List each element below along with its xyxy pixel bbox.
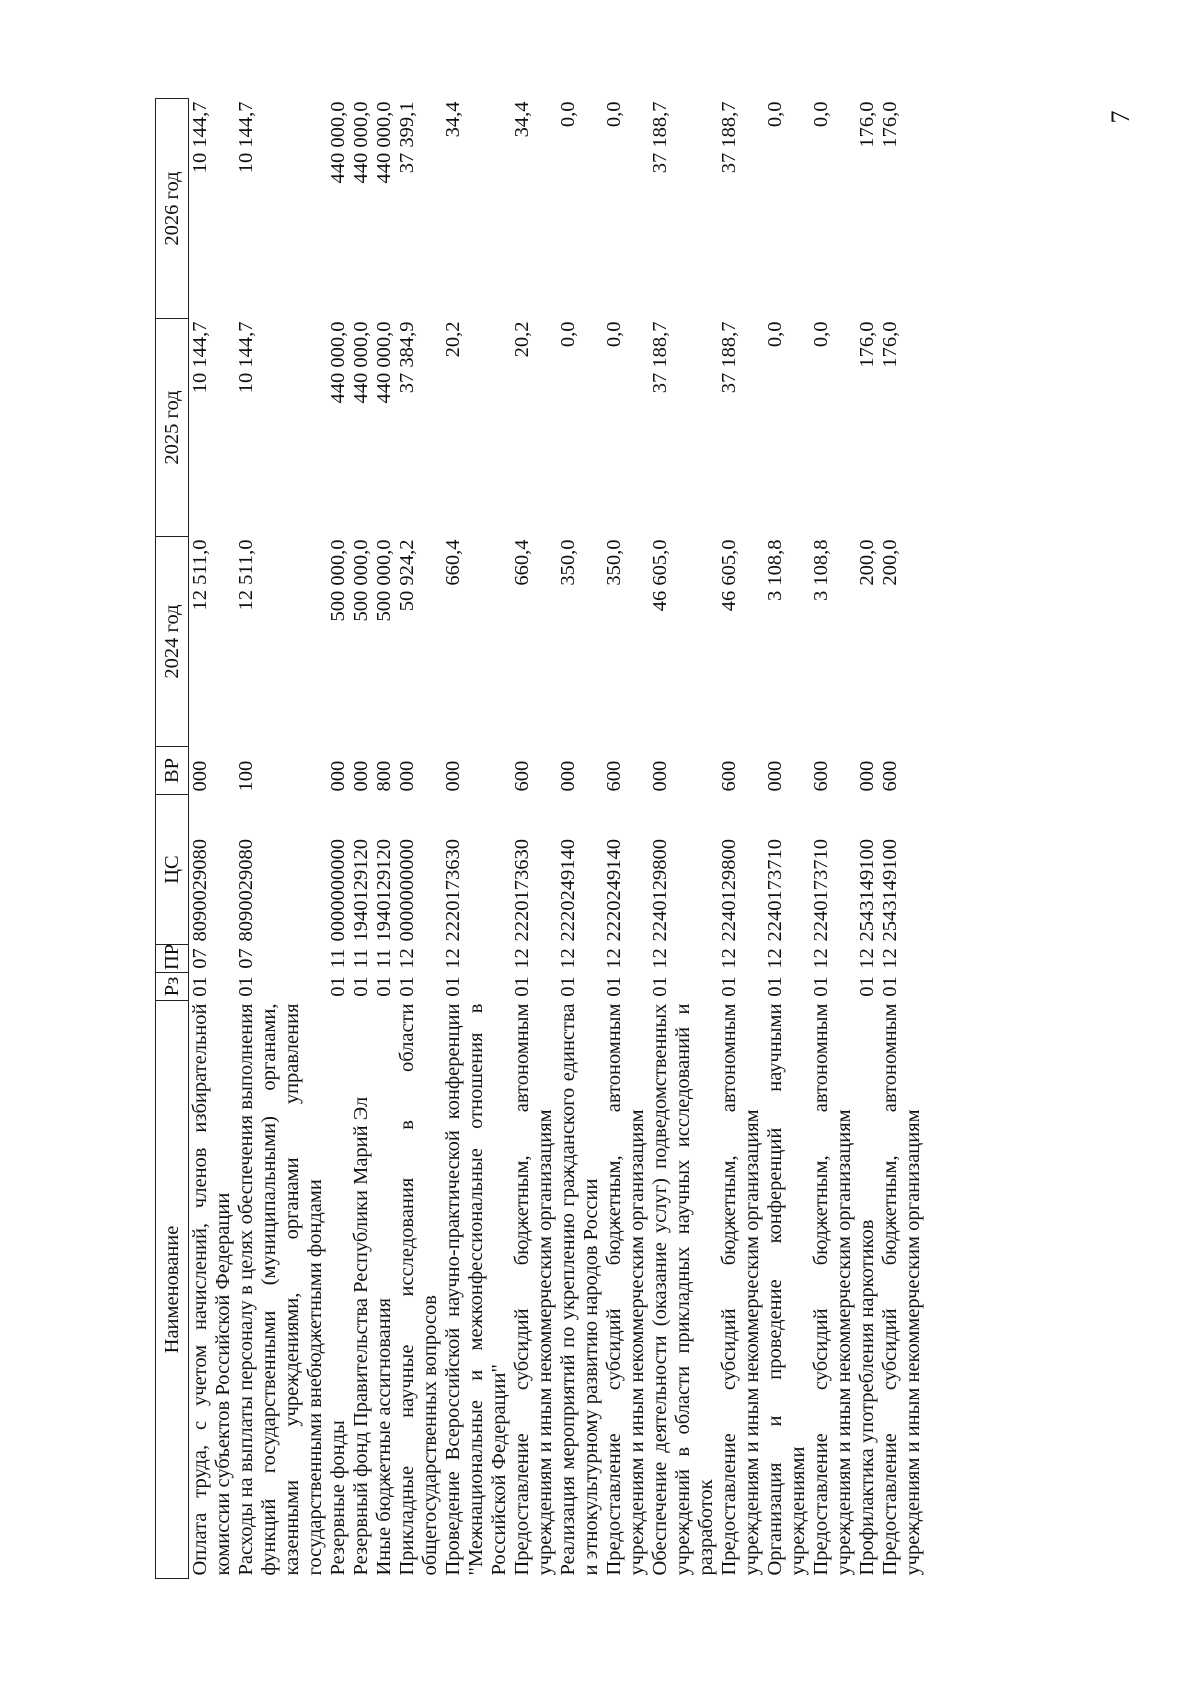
cell-vr: 000 [396,760,418,792]
cell-2026: 37 399,1 [396,101,418,174]
cell-2026: 0,0 [764,101,786,128]
cell-2025: 176,0 [856,321,878,368]
cell-vr: 100 [235,760,257,792]
cell-vr: 600 [511,760,533,792]
column-header-name: Наименование [156,1001,189,1579]
cell-name: Прикладные научные исследования в области общегосударственных вопросов [396,1003,441,1576]
cell-2024: 660,4 [442,539,464,586]
table-row [649,99,718,1579]
cell-name: Реализация мероприятий по укреплению гражданского единства и этнокультурному развитию народов России [557,1003,602,1576]
cell-2026: 37 188,7 [649,101,671,174]
cell-2026: 440 000,0 [350,101,372,184]
table-row [396,99,442,1579]
cell-name: Оплата труда, с учетом начислений, членов избирательной комиссии субъектов Российской Федерации [189,1003,234,1576]
cell-vr: 000 [189,760,211,792]
cell-vr: 000 [764,760,786,792]
cell-cs: 2543149100 [856,839,878,942]
table-row [511,99,557,1579]
column-header-2026: 2026 год [156,99,189,319]
cell-2024: 12 511,0 [189,539,211,611]
cell-pr: 11 [350,948,372,969]
cell-pr: 12 [649,948,671,969]
cell-2026: 34,4 [511,101,533,138]
cell-2026: 10 144,7 [235,101,257,174]
cell-2025: 440 000,0 [327,321,349,404]
cell-2024: 12 511,0 [235,539,257,611]
cell-rz: 01 [442,976,464,997]
cell-2026: 440 000,0 [373,101,395,184]
cell-cs: 2220249140 [603,839,625,942]
cell-2025: 10 144,7 [189,321,211,394]
cell-pr: 12 [396,948,418,969]
cell-2025: 0,0 [810,321,832,348]
cell-pr: 12 [810,948,832,969]
table-body [189,99,928,1579]
cell-rz: 01 [235,976,257,997]
cell-2026: 0,0 [557,101,579,128]
column-header-cs: ЦС [156,795,189,945]
cell-cs: 8090029080 [189,839,211,942]
cell-name: Предоставление субсидий бюджетным, автономным учреждениям и иным некоммерческим организациям [603,1003,648,1576]
cell-2024: 46 605,0 [718,539,740,612]
cell-2024: 500 000,0 [327,539,349,622]
cell-2025: 37 188,7 [649,321,671,394]
cell-2024: 50 924,2 [396,539,418,612]
cell-name: Предоставление субсидий бюджетным, автономным учреждениям и иным некоммерческим организациям [879,1003,924,1576]
cell-2026: 440 000,0 [327,101,349,184]
cell-vr: 000 [649,760,671,792]
table-row [718,99,764,1579]
table-row [879,99,927,1579]
cell-rz: 01 [350,976,372,997]
cell-2026: 176,0 [856,101,878,148]
cell-2026: 176,0 [879,101,901,148]
table-row [557,99,603,1579]
cell-pr: 12 [557,948,579,969]
table-row [810,99,856,1579]
column-header-pr: ПР [156,945,189,973]
column-header-2024: 2024 год [156,537,189,747]
cell-cs: 2240129800 [718,839,740,942]
page-number: 7 [1106,110,1135,124]
cell-name: Расходы на выплаты персоналу в целях обеспечения выполнения функций государственными (муниципальными) органами, казенными учреждениями, органами управления государственными внебюджетными фондами [235,1003,326,1576]
cell-2025: 440 000,0 [373,321,395,404]
cell-rz: 01 [879,976,901,997]
cell-cs: 2220173630 [442,839,464,942]
cell-2025: 20,2 [511,321,533,358]
cell-vr: 600 [603,760,625,792]
cell-rz: 01 [649,976,671,997]
cell-name: Иные бюджетные ассигнования [373,1297,395,1576]
cell-2025: 10 144,7 [235,321,257,394]
cell-pr: 12 [603,948,625,969]
cell-2025: 20,2 [442,321,464,358]
cell-rz: 01 [718,976,740,997]
cell-2024: 500 000,0 [373,539,395,622]
cell-2024: 46 605,0 [649,539,671,612]
cell-rz: 01 [327,976,349,997]
cell-rz: 01 [810,976,832,997]
cell-vr: 600 [718,760,740,792]
cell-cs: 2220173630 [511,839,533,942]
cell-cs: 2240129800 [649,839,671,942]
cell-2024: 500 000,0 [350,539,372,622]
cell-cs: 2220249140 [557,839,579,942]
cell-cs: 2240173710 [764,839,786,942]
cell-pr: 07 [189,948,211,969]
cell-2025: 0,0 [557,321,579,348]
cell-2025: 0,0 [764,321,786,348]
cell-name: Обеспечение деятельности (оказание услуг) подведомственных учреждений в области прикладных научных исследований и разработок [649,1003,717,1576]
cell-rz: 01 [557,976,579,997]
cell-rz: 01 [396,976,418,997]
cell-cs: 0000000000 [396,839,418,942]
cell-2026: 10 144,7 [189,101,211,174]
cell-pr: 11 [327,948,349,969]
cell-name: Профилактика употребления наркотиков [856,1219,878,1576]
column-header-vr: ВР [156,747,189,795]
cell-pr: 12 [442,948,464,969]
cell-rz: 01 [511,976,533,997]
cell-name: Резервные фонды [327,1420,349,1576]
cell-cs: 0000000000 [327,839,349,942]
cell-pr: 12 [856,948,878,969]
cell-rz: 01 [603,976,625,997]
cell-pr: 12 [764,948,786,969]
cell-2024: 200,0 [856,539,878,586]
column-header-2025: 2025 год [156,319,189,537]
cell-pr: 11 [373,948,395,969]
budget-table [155,98,927,1579]
table-row [603,99,649,1579]
cell-cs: 1940129120 [373,839,395,942]
table-row [189,99,236,1579]
cell-cs: 1940129120 [350,839,372,942]
table-row [235,99,327,1579]
cell-rz: 01 [189,976,211,997]
cell-name: Предоставление субсидий бюджетным, автономным учреждениям и иным некоммерческим организациям [511,1003,556,1576]
cell-vr: 800 [373,760,395,792]
cell-pr: 12 [718,948,740,969]
table-row [327,99,350,1579]
cell-pr: 12 [511,948,533,969]
cell-vr: 600 [879,760,901,792]
cell-vr: 000 [442,760,464,792]
table-row [764,99,810,1579]
cell-2024: 660,4 [511,539,533,586]
cell-rz: 01 [856,976,878,997]
cell-2024: 3 108,8 [810,539,832,601]
table-row [856,99,879,1579]
cell-cs: 2240173710 [810,839,832,942]
cell-rz: 01 [373,976,395,997]
cell-2024: 350,0 [557,539,579,586]
cell-name: Проведение Всероссийской научно-практической конференции "Межнациональные и межконфессиональные отношения в Российской Федерации" [442,1003,510,1576]
cell-2025: 440 000,0 [350,321,372,404]
cell-vr: 000 [856,760,878,792]
table-row [373,99,396,1579]
cell-vr: 000 [327,760,349,792]
cell-name: Резервный фонд Правительства Республики Марий Эл [350,1096,372,1576]
table-row [350,99,373,1579]
cell-vr: 000 [350,760,372,792]
cell-2025: 37 188,7 [718,321,740,394]
cell-name: Предоставление субсидий бюджетным, автономным учреждениям и иным некоммерческим организациям [810,1003,855,1576]
cell-2024: 200,0 [879,539,901,586]
cell-2026: 0,0 [810,101,832,128]
table-row [442,99,511,1579]
cell-2025: 176,0 [879,321,901,368]
cell-vr: 000 [557,760,579,792]
cell-vr: 600 [810,760,832,792]
cell-2026: 34,4 [442,101,464,138]
cell-cs: 2543149100 [879,839,901,942]
cell-2026: 0,0 [603,101,625,128]
cell-rz: 01 [764,976,786,997]
cell-name: Предоставление субсидий бюджетным, автономным учреждениям и иным некоммерческим организациям [718,1003,763,1576]
cell-2024: 3 108,8 [764,539,786,601]
cell-pr: 07 [235,948,257,969]
cell-name: Организация и проведение конференций научными учреждениями [764,1003,809,1576]
column-header-rz: Рз [156,973,189,1001]
cell-pr: 12 [879,948,901,969]
cell-2026: 37 188,7 [718,101,740,174]
cell-2025: 37 384,9 [396,321,418,394]
cell-cs: 8090029080 [235,839,257,942]
cell-2025: 0,0 [603,321,625,348]
cell-2024: 350,0 [603,539,625,586]
table-header-row [156,99,189,1579]
